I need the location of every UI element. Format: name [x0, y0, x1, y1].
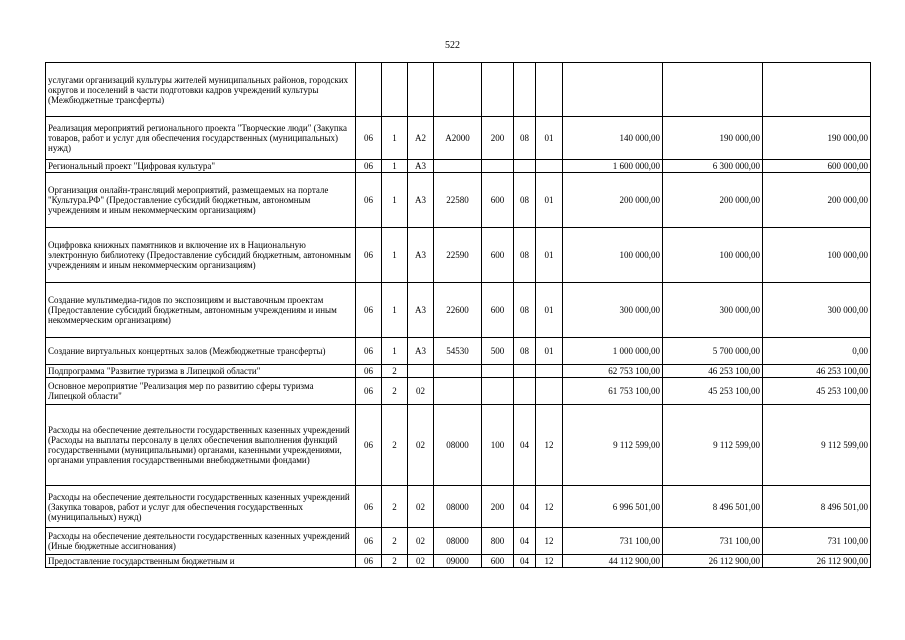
amount-year-3: 100 000,00	[763, 228, 871, 283]
amount-year-2: 200 000,00	[663, 173, 763, 228]
code-event: А3	[408, 338, 434, 365]
code-section	[514, 365, 536, 378]
code-section	[514, 378, 536, 405]
code-expense-type: 500	[482, 338, 514, 365]
amount-year-2: 9 112 599,00	[663, 405, 763, 486]
code-section	[514, 160, 536, 173]
code-expense-type: 100	[482, 405, 514, 486]
table-row	[46, 555, 871, 568]
code-program: 06	[356, 160, 382, 173]
code-subprogram: 2	[382, 378, 408, 405]
amount-year-3: 731 100,00	[763, 528, 871, 555]
row-description: Оцифровка книжных памятников и включение их в Национальную электронную библиотеку (Предоставление субсидий бюджетным, автономным учреждениям и иным некоммерческим организациям)	[46, 228, 356, 283]
amount-year-1: 62 753 100,00	[563, 365, 663, 378]
code-direction: 22580	[434, 173, 482, 228]
amount-year-3: 45 253 100,00	[763, 378, 871, 405]
row-description: Расходы на обеспечение деятельности государственных казенных учреждений (Закупка товаров, работ и услуг для обеспечения государственных (муниципальных) нужд)	[46, 486, 356, 528]
amount-year-2: 46 253 100,00	[663, 365, 763, 378]
code-expense-type: 600	[482, 283, 514, 338]
code-expense-type	[482, 160, 514, 173]
amount-year-3: 26 112 900,00	[763, 555, 871, 568]
code-expense-type	[482, 378, 514, 405]
code-event: А3	[408, 283, 434, 338]
code-direction	[434, 365, 482, 378]
code-direction: 09000	[434, 555, 482, 568]
code-direction	[434, 160, 482, 173]
code-direction	[434, 63, 482, 117]
code-subsection: 01	[536, 283, 563, 338]
row-description: Региональный проект "Цифровая культура"	[46, 160, 356, 173]
amount-year-1: 1 600 000,00	[563, 160, 663, 173]
code-section: 08	[514, 338, 536, 365]
code-program: 06	[356, 228, 382, 283]
code-section: 08	[514, 228, 536, 283]
amount-year-1: 6 996 501,00	[563, 486, 663, 528]
code-subprogram: 1	[382, 228, 408, 283]
code-subsection	[536, 63, 563, 117]
code-expense-type: 600	[482, 555, 514, 568]
code-program: 06	[356, 365, 382, 378]
code-direction: 08000	[434, 405, 482, 486]
code-event: А3	[408, 228, 434, 283]
code-subsection: 12	[536, 486, 563, 528]
code-section: 04	[514, 486, 536, 528]
table-row	[46, 228, 871, 283]
amount-year-1: 200 000,00	[563, 173, 663, 228]
code-subprogram: 2	[382, 486, 408, 528]
code-expense-type	[482, 365, 514, 378]
amount-year-3: 600 000,00	[763, 160, 871, 173]
code-event: 02	[408, 486, 434, 528]
code-subprogram	[382, 63, 408, 117]
amount-year-3: 8 496 501,00	[763, 486, 871, 528]
table-row	[46, 283, 871, 338]
row-description: Создание мультимедиа-гидов по экспозициям и выставочным проектам (Предоставление субсидий бюджетным, автономным учреждениям и иным некоммерческим организациям)	[46, 283, 356, 338]
code-direction: А2000	[434, 117, 482, 160]
amount-year-3	[763, 63, 871, 117]
code-program: 06	[356, 338, 382, 365]
code-subprogram: 1	[382, 283, 408, 338]
page-number: 522	[445, 40, 460, 51]
code-section: 08	[514, 283, 536, 338]
code-subsection: 12	[536, 528, 563, 555]
code-direction: 08000	[434, 528, 482, 555]
amount-year-3: 46 253 100,00	[763, 365, 871, 378]
amount-year-1: 44 112 900,00	[563, 555, 663, 568]
table-row	[46, 63, 871, 117]
amount-year-3: 300 000,00	[763, 283, 871, 338]
code-program: 06	[356, 405, 382, 486]
amount-year-1: 9 112 599,00	[563, 405, 663, 486]
code-subsection: 12	[536, 405, 563, 486]
code-section: 04	[514, 405, 536, 486]
code-event: А3	[408, 160, 434, 173]
budget-table	[45, 62, 871, 568]
amount-year-2: 26 112 900,00	[663, 555, 763, 568]
code-subprogram: 1	[382, 173, 408, 228]
row-description: Расходы на обеспечение деятельности государственных казенных учреждений (Расходы на выплаты персоналу в целях обеспечения выполнения функций государственными (муниципальными) органами, казенными учреждениями, органами управления государственными внебюджетными фондами)	[46, 405, 356, 486]
code-direction: 22590	[434, 228, 482, 283]
code-expense-type: 800	[482, 528, 514, 555]
table-row	[46, 160, 871, 173]
code-program: 06	[356, 173, 382, 228]
row-description: Предоставление государственным бюджетным и	[46, 555, 356, 568]
code-event: 02	[408, 378, 434, 405]
table-row	[46, 528, 871, 555]
code-subprogram: 1	[382, 160, 408, 173]
table-row	[46, 173, 871, 228]
amount-year-2: 100 000,00	[663, 228, 763, 283]
table-row	[46, 117, 871, 160]
code-subprogram: 2	[382, 405, 408, 486]
amount-year-2: 6 300 000,00	[663, 160, 763, 173]
amount-year-1: 1 000 000,00	[563, 338, 663, 365]
code-event: 02	[408, 405, 434, 486]
amount-year-2: 190 000,00	[663, 117, 763, 160]
code-subprogram: 2	[382, 528, 408, 555]
code-program: 06	[356, 283, 382, 338]
amount-year-1: 100 000,00	[563, 228, 663, 283]
code-program: 06	[356, 528, 382, 555]
row-description: Организация онлайн-трансляций мероприятий, размещаемых на портале "Культура.РФ" (Предоставление субсидий бюджетным, автономным учреждениям и иным некоммерческим организациям)	[46, 173, 356, 228]
code-expense-type: 200	[482, 117, 514, 160]
code-event	[408, 63, 434, 117]
row-description: Реализация мероприятий регионального проекта "Творческие люди" (Закупка товаров, работ и услуг для обеспечения государственных (муниципальных) нужд)	[46, 117, 356, 160]
code-section	[514, 63, 536, 117]
row-description: Создание виртуальных концертных залов (Межбюджетные трансферты)	[46, 338, 356, 365]
code-program	[356, 63, 382, 117]
code-event: А2	[408, 117, 434, 160]
code-subsection	[536, 365, 563, 378]
code-subsection: 01	[536, 173, 563, 228]
code-expense-type: 600	[482, 173, 514, 228]
code-event: 02	[408, 555, 434, 568]
code-section: 08	[514, 117, 536, 160]
code-subsection: 01	[536, 117, 563, 160]
code-subprogram: 1	[382, 117, 408, 160]
code-expense-type: 200	[482, 486, 514, 528]
code-program: 06	[356, 555, 382, 568]
amount-year-2: 731 100,00	[663, 528, 763, 555]
row-description: услугами организаций культуры жителей муниципальных районов, городских округов и поселений в части подготовки кадров учреждений культуры (Межбюджетные трансферты)	[46, 63, 356, 117]
amount-year-1: 61 753 100,00	[563, 378, 663, 405]
table-row	[46, 486, 871, 528]
amount-year-3: 200 000,00	[763, 173, 871, 228]
amount-year-2: 45 253 100,00	[663, 378, 763, 405]
amount-year-3: 9 112 599,00	[763, 405, 871, 486]
amount-year-1: 731 100,00	[563, 528, 663, 555]
code-subprogram: 2	[382, 555, 408, 568]
table-row	[46, 338, 871, 365]
code-event: А3	[408, 173, 434, 228]
amount-year-2	[663, 63, 763, 117]
code-direction: 22600	[434, 283, 482, 338]
code-expense-type	[482, 63, 514, 117]
code-section: 04	[514, 555, 536, 568]
code-expense-type: 600	[482, 228, 514, 283]
code-direction	[434, 378, 482, 405]
code-subsection	[536, 160, 563, 173]
amount-year-2: 5 700 000,00	[663, 338, 763, 365]
row-description: Расходы на обеспечение деятельности государственных казенных учреждений (Иные бюджетные ассигнования)	[46, 528, 356, 555]
code-subprogram: 2	[382, 365, 408, 378]
row-description: Подпрограмма "Развитие туризма в Липецкой области"	[46, 365, 356, 378]
amount-year-3: 0,00	[763, 338, 871, 365]
code-section: 08	[514, 173, 536, 228]
code-section: 04	[514, 528, 536, 555]
code-subsection: 01	[536, 338, 563, 365]
code-subsection	[536, 378, 563, 405]
amount-year-1	[563, 63, 663, 117]
amount-year-2: 8 496 501,00	[663, 486, 763, 528]
code-program: 06	[356, 117, 382, 160]
code-event	[408, 365, 434, 378]
code-subsection: 01	[536, 228, 563, 283]
code-subprogram: 1	[382, 338, 408, 365]
amount-year-1: 140 000,00	[563, 117, 663, 160]
code-subsection: 12	[536, 555, 563, 568]
table-row	[46, 365, 871, 378]
code-program: 06	[356, 486, 382, 528]
amount-year-2: 300 000,00	[663, 283, 763, 338]
code-direction: 54530	[434, 338, 482, 365]
table-row	[46, 405, 871, 486]
table-row	[46, 378, 871, 405]
row-description: Основное мероприятие "Реализация мер по развитию сферы туризма Липецкой области"	[46, 378, 356, 405]
amount-year-1: 300 000,00	[563, 283, 663, 338]
amount-year-3: 190 000,00	[763, 117, 871, 160]
code-event: 02	[408, 528, 434, 555]
code-direction: 08000	[434, 486, 482, 528]
code-program: 06	[356, 378, 382, 405]
